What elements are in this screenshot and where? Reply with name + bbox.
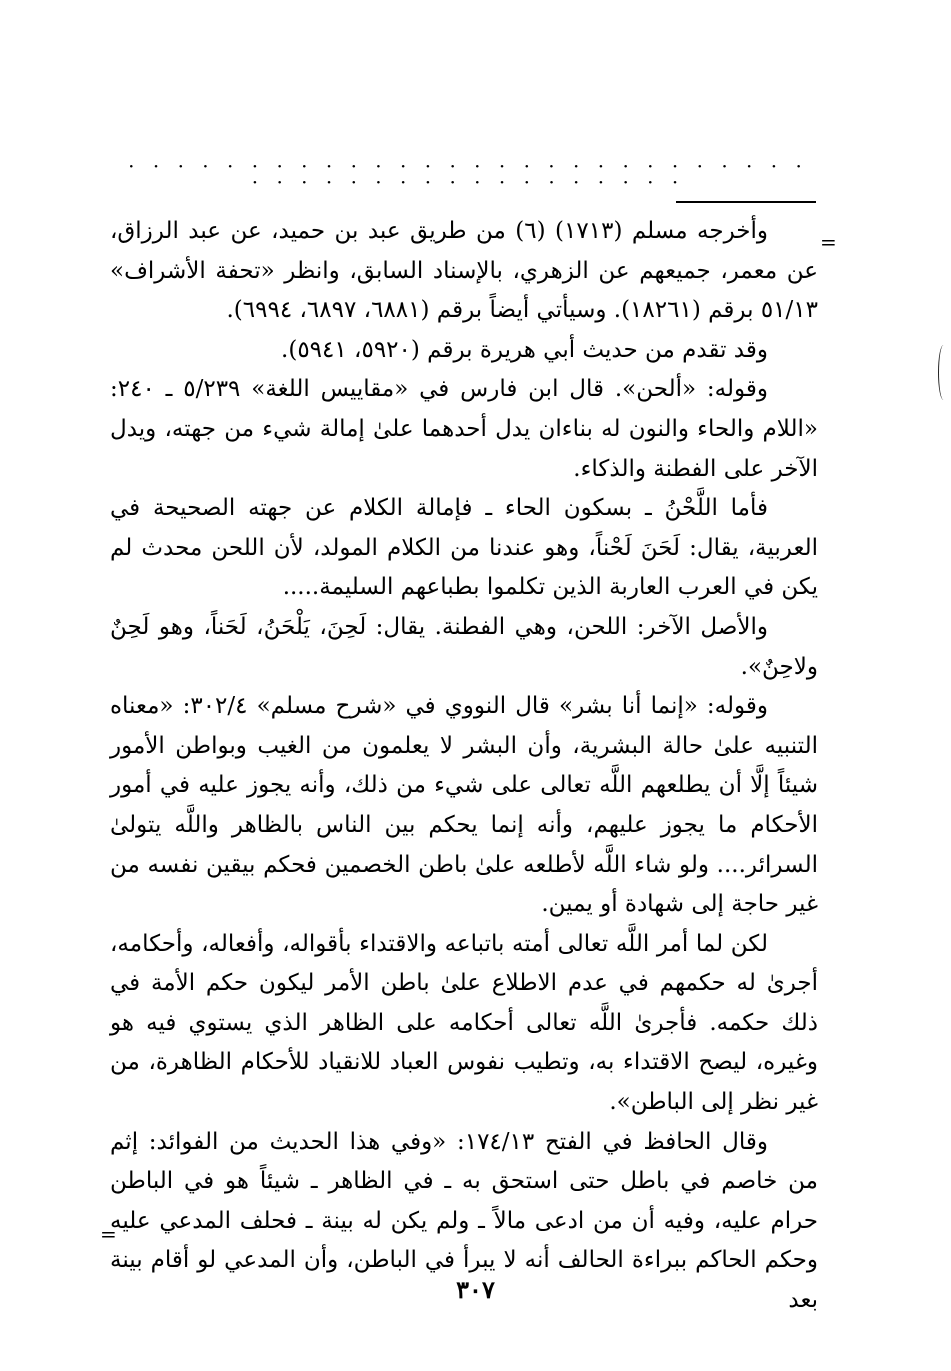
continuation-mark-top: = [820, 230, 837, 254]
paragraph-hafiz-fath: وقال الحافظ في الفتح ١٧٤/١٣: «وفي هذا الحديث من الفوائد: إثم من خاصم في باطل حتى استحق به ـ في الظاهر ـ شيئاً هو في الباطن حرام عليه، وفيه أن من ادعى مالاً ـ ولم يكن له بينة ـ فحلف المدعي عليه وحكم الحاكم ببراءة الحالف أنه لا يبرأ في الباطن، وأن المدعي لو أقام بينة بعد [110, 1128, 818, 1314]
paragraph-lahn-fitna: والأصل الآخر: اللحن، وهي الفطنة. يقال: لَحِنَ، يَلْحَنُ، لَحَناً، وهو لَحِنٌ ولاحِنٌ». [110, 613, 818, 680]
main-text [110, 212, 818, 1321]
page-edge-bracket [938, 345, 949, 400]
paragraph-lahn-sukun: فأما اللَّحْنُ ـ بسكون الحاء ـ فإمالة الكلام عن جهته الصحيحة في العربية، يقال: لَحَنَ لَحْناً، وهو عندنا من الكلام المولد، لأن اللحن محدث لم يكن في العرب العاربة الذين تكلموا بطباعهم السليمة..... [110, 495, 818, 601]
continuation-mark-bottom: = [100, 1222, 117, 1246]
paragraph-takhrij: وأخرجه مسلم (١٧١٣) (٦) من طريق عبد بن حميد، عن عبد الرزاق، عن معمر، جميعهم عن الزهري، بالإسناد السابق، وانظر «تحفة الأشراف» ٥١/١٣ برقم (١٨٢٦١). وسيأتي أيضاً برقم (٦٨٨١، ٦٨٩٧، ٦٩٩٤). [110, 218, 818, 324]
paragraph-nawawi: وقوله: «إنما أنا بشر» قال النووي في «شرح مسلم» ٣٠٢/٤: «معناه التنبيه علىٰ حالة البشرية، وأن البشر لا يعلمون من الغيب وبواطن الأمور شيئاً إلَّا أن يطلعهم اللَّه تعالى على شيء من ذلك، وأنه يجوز عليه في أمور الأحكام ما يجوز عليهم، وأنه إنما يحكم بين الناس بالظاهر واللَّه يتولىٰ السرائر.... ولو شاء اللَّه لأطلعه علىٰ باطن الخصمين فحكم بيقين نفسه من غير حاجة إلى شهادة أو يمين. [110, 693, 818, 918]
paragraph-abu-hurayra: وقد تقدم من حديث أبي هريرة برقم (٥٩٢٠، ٥٩٤١). [281, 336, 768, 363]
page-number: ٣٠٧ [456, 1275, 495, 1304]
paragraph-iqtida: لكن لما أمر اللَّه تعالى أمته باتباعه والاقتداء بأقواله، وأفعاله، وأحكامه، أجرىٰ له حكمهم في عدم الاطلاع علىٰ باطن الأمر ليكون حكم الأمة في ذلك حكمه. فأجرىٰ اللَّه تعالى أحكامه على الظاهر الذي يستوي فيه هو وغيره، ليصح الاقتداء به، وتطيب نفوس العباد للانقياد للأحكام الظاهرة، من غير نظر إلى الباطن». [110, 930, 818, 1116]
top-dotted-separator: · · · · · · · · · · · · · · · · · · · · · · · · · · · · · · · · · · · · · · · · · · · · · · [128, 154, 808, 194]
footnote-separator-rule [676, 201, 816, 203]
paragraph-ibn-faris: وقوله: «ألحن». قال ابن فارس في «مقاييس اللغة» ٥/٢٣٩ ـ ٢٤٠: «اللام والحاء والنون له بناءان يدل أحدهما علىٰ إمالة شيء من جهته، ويدل الآخر على الفطنة والذكاء. [110, 376, 818, 482]
